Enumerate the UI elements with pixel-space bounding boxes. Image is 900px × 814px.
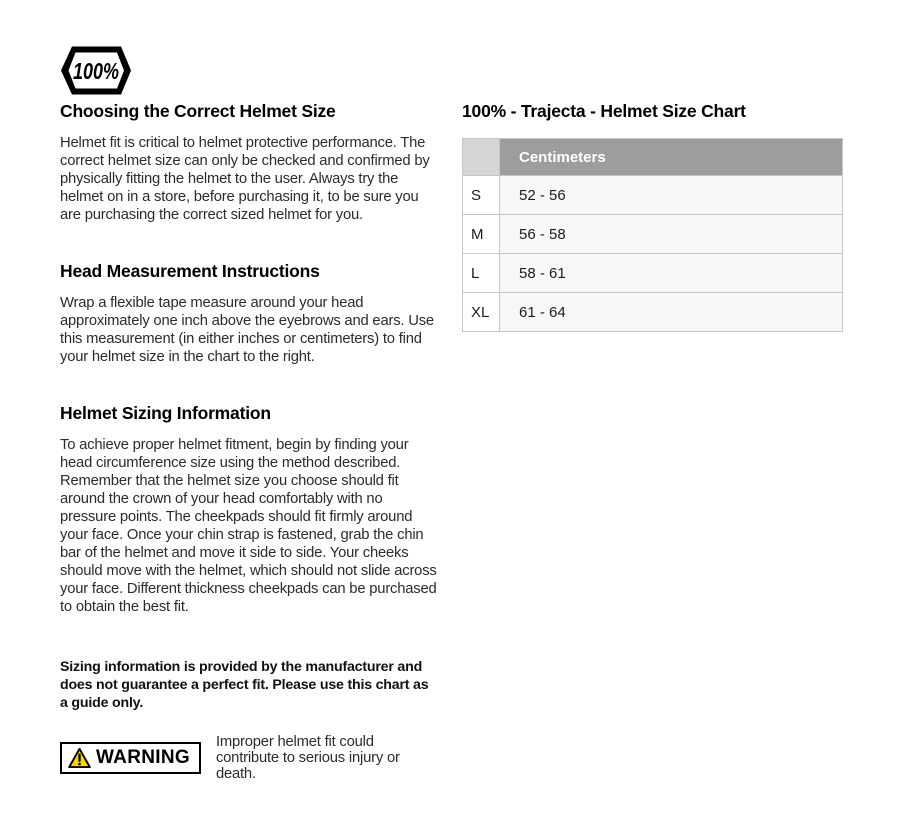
value-cell: 56 - 58 [500, 215, 843, 254]
warning-triangle-icon [68, 747, 91, 769]
section-sizing-info [60, 402, 440, 616]
sizing-disclaimer: Sizing information is provided by the manufacturer and does not guarantee a perfect fit. Please use this chart as a guide only. [60, 659, 429, 711]
section-body-head-measurement: Wrap a flexible tape measure around your head approximately one inch above the eyebrows and ears. Use this measurement (in either inches or centimeters) to find your helmet size in the chart to the right. [60, 295, 434, 365]
table-header-row [463, 139, 843, 176]
section-choosing-size [60, 100, 440, 224]
size-chart-column [462, 100, 843, 332]
section-head-measurement [60, 260, 440, 366]
warning-badge [60, 742, 201, 774]
section-body-choosing-size: Helmet fit is critical to helmet protective performance. The correct helmet size can only be checked and confirmed by physically fitting the helmet to the user. Always try the helmet on in a store, before purchasing it, to be sure you are purchasing the correct sized helmet for you. [60, 135, 430, 223]
size-cell: L [463, 254, 500, 293]
size-cell: S [463, 176, 500, 215]
value-cell: 52 - 56 [500, 176, 843, 215]
size-chart-table [462, 138, 843, 332]
size-cell: M [463, 215, 500, 254]
section-heading-sizing-info: Helmet Sizing Information [60, 403, 271, 423]
size-cell: XL [463, 293, 500, 332]
table-row [463, 293, 843, 332]
warning-label: WARNING [96, 747, 190, 768]
value-cell: 58 - 61 [500, 254, 843, 293]
warning-row [60, 734, 440, 782]
100-percent-logo-icon [60, 45, 132, 96]
size-column-header [463, 139, 500, 176]
value-cell: 61 - 64 [500, 293, 843, 332]
section-heading-choosing-size: Choosing the Correct Helmet Size [60, 101, 336, 121]
section-heading-head-measurement: Head Measurement Instructions [60, 261, 320, 281]
warning-text: Improper helmet fit could contribute to serious injury or death. [215, 734, 400, 782]
size-chart-title: 100% - Trajecta - Helmet Size Chart [462, 101, 746, 121]
table-row [463, 254, 843, 293]
section-body-sizing-info: To achieve proper helmet fitment, begin by finding your head circumference size using the method described. Remember that the helmet size you choose should fit around the crown of your head comfortably with no pressure points. The cheekpads should fit firmly around your face. Once your chin strap is fastened, grab the chin bar of the helmet and move it side to side. Your cheeks should move with the helmet, which should not slide across your face. Different thickness cheekpads can be purchased to obtain the best fit. [60, 437, 437, 615]
svg-text:100%: 100% [73, 58, 119, 84]
instructions-column [60, 100, 440, 782]
centimeters-column-header: Centimeters [500, 139, 843, 176]
table-row [463, 215, 843, 254]
table-row [463, 176, 843, 215]
